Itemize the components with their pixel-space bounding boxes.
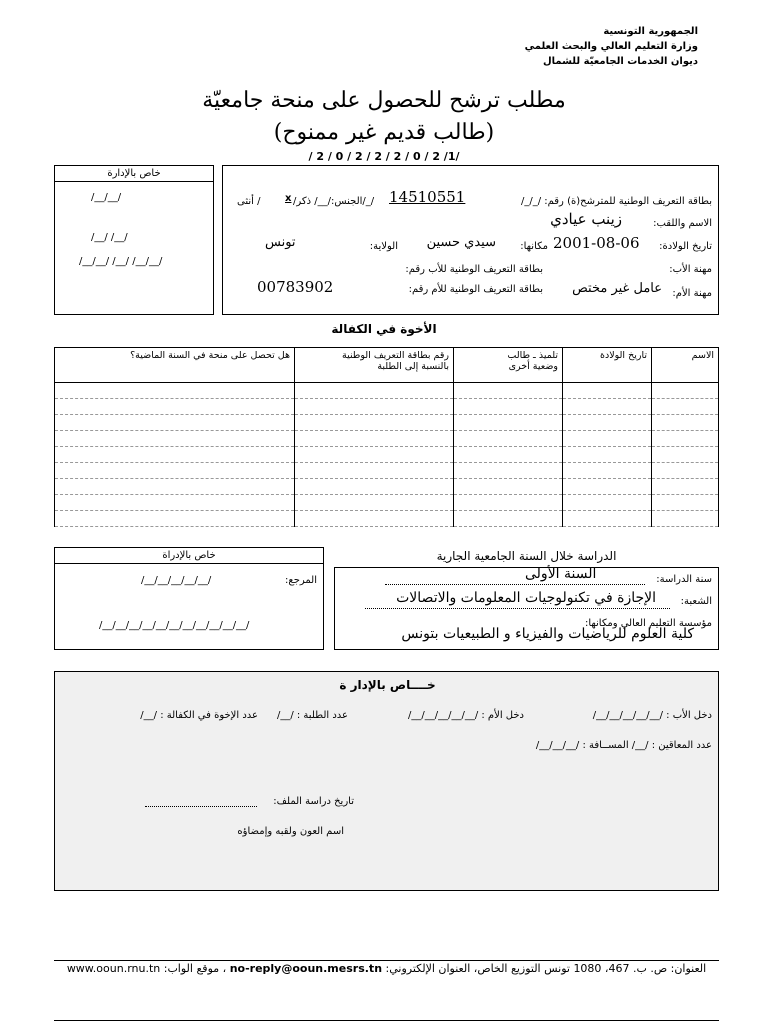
table-row [55,431,719,447]
study-branch-label: الشعبة: [680,596,712,607]
disabled-distance: عدد المعاقين : /__/ المســافة : /__/__/__/ [535,740,712,751]
place-value: سيدي حسين [426,235,496,250]
study-inst-value: كلية العلوم للرياضيات والفيزياء و الطبيعيات بتونس [401,626,694,642]
col-status: تلميذ ـ طالب وضعية أخرى [454,348,563,383]
admin-box-1-line3: /__/__/ /__/ /__/__/ [79,256,163,267]
admin-box-1 [54,165,214,315]
father-id-label: بطاقة التعريف الوطنية للأب رقم: [405,264,543,275]
father-job-label: مهنة الأب: [669,264,712,275]
id-value: 14510551 [389,188,466,206]
footer-text: العنوان: ص. ب. 467، 1080 تونس التوزيع الخاص، العنوان الإلكتروني: [385,962,707,975]
footer-site[interactable]: www.ooun.rnu.tn [66,962,161,975]
siblings-title: الأخوة في الكفالة [331,322,437,336]
study-title: الدراسة خلال السنة الجامعية الجارية [436,549,617,563]
table-row [55,479,719,495]
admin-box-3-title: خــــاص بالإدار ة [339,678,436,692]
mother-id-label: بطاقة التعريف الوطنية للأم رقم: [408,284,543,295]
students-count: عدد الطلبة : /__/ [276,710,348,721]
admin-box-2-title: خاص بالإدراة [55,548,323,564]
signer-label: اسم العون ولقبه وإمضاؤه [237,826,344,837]
study-year-dots [385,584,645,585]
ref-value: /__/__/__/__/__/ [141,575,212,586]
col-id: رقم بطاقة التعريف الوطنية بالنسبة إلى الطلبة [295,348,454,383]
state-value: تونس [265,235,296,250]
study-branch-value: الإجازة في تكنولوجيات المعلومات والاتصالات [396,590,656,606]
place-label: مكانها: [520,241,548,252]
file-date-label: تاريخ دراسة الملف: [273,796,354,807]
gender-label: /_/الجنس:/__/ ذكر/ [293,196,375,207]
mother-income: دخل الأم : /__/__/__/__/__/ [407,710,524,721]
birth-label: تاريخ الولادة: [659,241,712,252]
table-row [55,495,719,511]
admin-box-1-line1: /__/__/ [91,192,122,203]
table-row [55,447,719,463]
footer-site-label: ، موقع الواب: [163,962,227,975]
identity-box [222,165,719,315]
table-row [55,463,719,479]
name-value: زينب عيادي [550,210,622,228]
form-title: مطلب ترشح للحصول على منحة جامعيّة [202,88,566,113]
study-branch-dots [365,608,670,609]
admin-box-3 [54,671,719,891]
mother-job-value: عامل غير مختص [572,281,662,296]
col-scholarship: هل تحصل على منحة في السنة الماضية؟ [55,348,295,383]
form-subtitle: (طالب قديم غير ممنوح) [273,120,495,145]
table-row [55,415,719,431]
siblings-count: عدد الإخوة في الكفالة : /__/ [140,710,258,721]
study-box [334,567,719,650]
mother-id-value: 00783902 [257,278,334,296]
header-line-2: وزارة التعليم العالي والبحث العلمي [524,41,698,52]
header-line-1: الجمهورية التونسية [603,26,698,37]
name-label: الاسم واللقب: [653,218,712,229]
admin-box-2 [54,547,324,650]
col-name: الاسم [652,348,719,383]
study-inst-label: مؤسسة التعليم العالي ومكانها: [584,618,712,629]
mother-job-label: مهنة الأم: [672,288,712,299]
gender-female: / أنثى [237,196,261,207]
table-row [55,399,719,415]
siblings-table [54,347,719,527]
admin-box-2-line2: /__/__/__/__/__/__/__/__/__/__/__/ [99,620,250,631]
header-line-3: ديوان الخدمات الجامعيّة للشمال [543,56,698,67]
study-year-label: سنة الدراسة: [656,574,712,585]
study-year-value: السنة الأولى [525,566,597,582]
siblings-header-row [55,348,719,383]
admin-box-1-line2: /__/ /__/ [91,232,128,243]
state-label: الولاية: [369,241,398,252]
footer-email[interactable]: no-reply@ooun.mesrs.tn [229,962,383,975]
col-birth: تاريخ الولادة [563,348,652,383]
footer-rule [54,960,719,961]
footer-address [54,962,719,975]
table-row [55,383,719,399]
ref-label: المرجع: [285,575,317,586]
admin-box-1-title: خاص بالإدارة [55,166,213,182]
table-row [55,511,719,527]
father-income: دخل الأب : /__/__/__/__/__/ [592,710,712,721]
ministry-header [478,24,698,69]
file-date-dots [145,806,257,807]
id-label: بطاقة التعريف الوطنية للمترشح(ة) رقم: /_/_/ [520,196,712,207]
bottom-rule [54,1020,719,1021]
academic-year-line: / 2 / 0 / 2 / 2 / 2 / 0 / 2 /1/ [308,150,460,163]
birth-value: 2001-08-06 [553,234,640,252]
gender-mark: x [285,193,292,204]
